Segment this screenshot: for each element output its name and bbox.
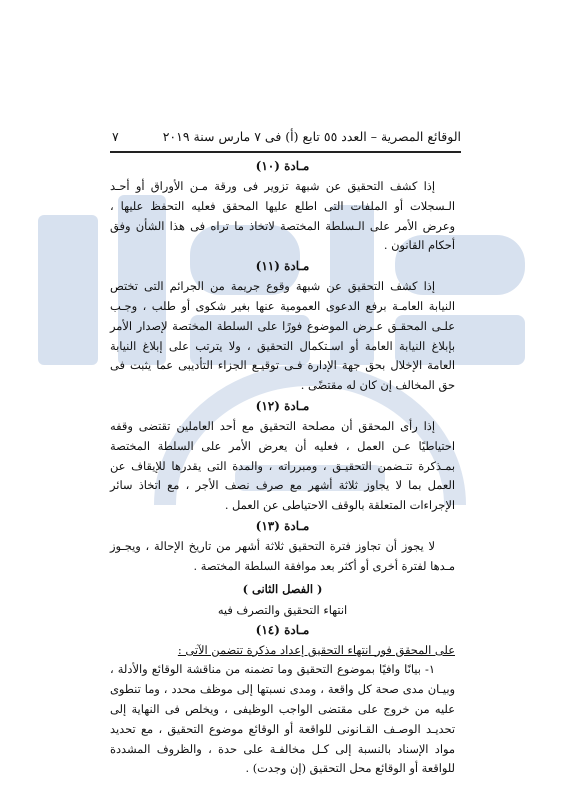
article-10-heading: مـادة (١٠) xyxy=(255,159,310,173)
gazette-title: الوقائع المصرية – العدد ٥٥ تابع (أ) فى ٧ مارس سنة ٢٠١٩ xyxy=(162,129,461,144)
article-11-text: إذا كشف التحقيق عن شبهة وقوع جريمة من الجرائم التى تختص النيابة العامـة برفع الدعوى العمومية عنها بغير شكوى أو طلب ، وجـب علـى المحقـق عـرض الموضوع فورًا على السلطة المختصة لإصدار الأمر بإبلاغ النيابة العامة أو اسـتكمال التحقيق ، ولا يترتب على إبلاغ النيابة العامة الإخلال بحق جهة الإدارة فـى توقيـع الجزاء التأديبى عما يثبت فى حق المخالف إن كان له مقتضًى . xyxy=(110,279,455,393)
article-10-text: إذا كشف التحقيق عن شبهة تزوير فى ورقة مـن الأوراق أو أحـد الـسجلات أو الملفات التى اطلع عليها المحقق فعليه التحفظ عليها ، وعرض الأمر على الـسلطة المختصة لاتخاذ ما تراه فى هذا الشأن وفق أحكام القانون . xyxy=(110,179,455,253)
header-divider xyxy=(110,151,461,153)
article-13-text: لا يجوز أن تجاوز فترة التحقيق ثلاثة أشهر من تاريخ الإحالة ، ويجـوز مـدها لفترة أخرى أو أكثر بعد موافقة السلطة المختصة . xyxy=(110,538,455,573)
chapter-title: ( الفصل الثانى ) xyxy=(242,581,323,596)
page-header xyxy=(112,126,461,148)
article-12-heading: مـادة (١٢) xyxy=(255,398,310,413)
article-14-item-1: ١- بيانًا وافيًا بموضوع التحقيق وما تضمنه من مناقشة الوقائع والأدلة ، وبيـان مدى صحة كل واقعة ، ومدى نسبتها إلى موظف محدد ، وما تنطوى عليه من خروج على مقتضى الواجب الوظيفى ، ويخلص فى النهاية إلى تحديـد الوصـف القـانونى للواقعة أو الوقائع موضوع التحقيق ، مع تحديد مواد الإسناد بالنسبة إلى كـل مخالفـة على حدة ، والظروف المشددة للواقعة أو الوقائع محل التحقيق (إن وجدت) . xyxy=(110,662,455,776)
article-14-heading: مـادة (١٤) xyxy=(255,622,310,637)
article-13-heading: مـادة (١٣) xyxy=(255,518,310,533)
document-body xyxy=(110,156,455,779)
chapter-subtitle: انتهاء التحقيق والتصرف فيه xyxy=(217,602,348,617)
page-number: ٧ xyxy=(112,129,119,144)
article-14-intro: على المحقق فور انتهاء التحقيق إعداد مذكرة تتضمن الآتى : xyxy=(177,642,455,657)
article-11-heading: مـادة (١١) xyxy=(255,259,310,274)
article-12-text: إذا رأى المحقق أن مصلحة التحقيق مع أحد العاملين تقتضى وقفه احتياطيًا عـن العمل ، فعليه أن يعرض الأمر على السلطة المختصة بمـذكرة تتـضمن التحقيـق ، ومبرراته ، والمدة التى يقدرها للإيقاف عن العمل بما لا يجاوز ثلاثة أشهر مع صرف نصف الأجر ، مع اتخاذ سائر الإجراءات المتعلقة بالوقف الاحتياطى عن العمل . xyxy=(110,418,455,513)
